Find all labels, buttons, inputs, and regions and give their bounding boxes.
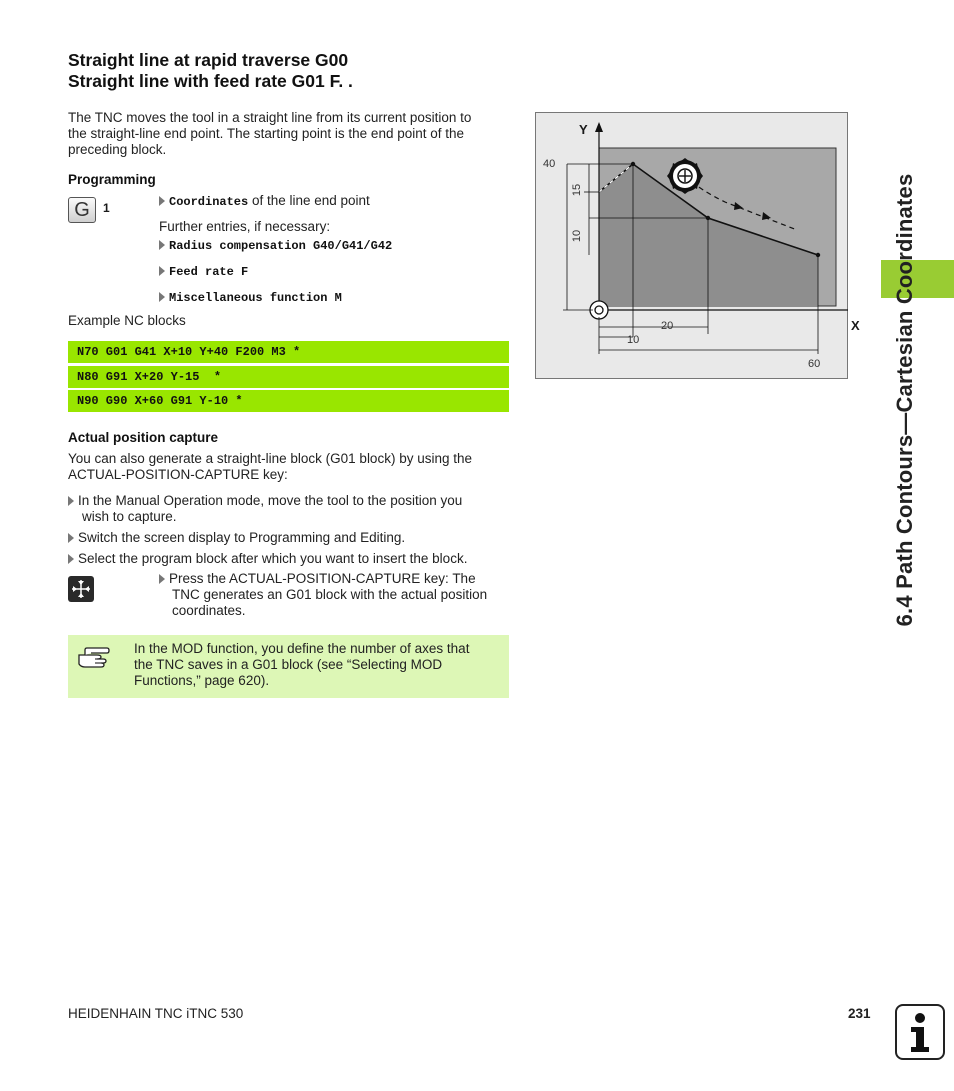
capture-intro (68, 451, 472, 483)
actual-position-capture-key-icon (68, 576, 94, 602)
arrow-icon (68, 496, 74, 506)
step-1-line-2: wish to capture. (82, 509, 177, 524)
step-2-text: Switch the screen display to Programming and Editing. (78, 530, 406, 545)
intro-line-1: The TNC moves the tool in a straight line from its current position to (68, 110, 472, 125)
nc-block-1-text: N70 G01 G41 X+10 Y+40 F200 M3 * (77, 345, 301, 359)
dim-label-60: 60 (808, 358, 821, 370)
radius-comp-code: Radius compensation G40/G41/G42 (169, 239, 393, 253)
nc-block-3 (68, 390, 509, 412)
key-line-2: TNC generates an G01 block with the actual position (172, 587, 488, 602)
g-key-digit: 1 (103, 201, 110, 215)
arrow-icon (159, 240, 165, 250)
x-axis-label: X (851, 318, 860, 333)
intro-paragraph (68, 110, 513, 158)
coordinates-code: Coordinates (169, 195, 249, 209)
step-3-text: Select the program block after which you want to insert the block. (78, 551, 468, 566)
dim-label-15: 15 (571, 183, 584, 197)
side-chapter-title (875, 120, 935, 680)
heading-line-2: Straight line with feed rate G01 F. . (68, 71, 353, 91)
y-axis-label: Y (579, 122, 588, 137)
capture-heading: Actual position capture (68, 430, 219, 445)
dim-label-10-horizontal: 10 (627, 334, 640, 346)
arrow-icon (159, 292, 165, 302)
key-line-3: coordinates. (172, 603, 246, 618)
dim-label-20: 20 (661, 320, 674, 332)
programming-heading: Programming (68, 172, 156, 187)
coordinates-text: of the line end point (248, 193, 370, 208)
arrow-icon (159, 266, 165, 276)
heading-line-1: Straight line at rapid traverse G00 (68, 50, 349, 70)
nc-block-2 (68, 366, 509, 388)
arrow-icon (159, 196, 165, 206)
arrow-icon (68, 533, 74, 543)
note-line-2: the TNC saves in a G01 block (see “Selecting MOD (134, 657, 443, 672)
capture-step-1 (68, 493, 462, 525)
step-1-line-1: In the Manual Operation mode, move the tool to the position you (78, 493, 463, 508)
intro-line-2: the straight-line end point. The starting point is the end point of the (68, 126, 465, 141)
note-box (68, 635, 509, 698)
misc-function-entry (159, 288, 342, 306)
note-text (134, 641, 469, 689)
example-label: Example NC blocks (68, 313, 186, 328)
side-chapter-title-text: 6.4 Path Contours—Cartesian Coordinates (892, 173, 917, 627)
arrow-icon (68, 554, 74, 564)
dim-label-10-vertical: 10 (571, 229, 584, 243)
capture-step-3 (68, 551, 467, 567)
radius-comp-entry (159, 236, 392, 254)
capture-step-2 (68, 530, 405, 546)
capture-intro-line-2: ACTUAL-POSITION-CAPTURE key: (68, 467, 288, 482)
path-diagram (535, 112, 860, 385)
g-key-icon: G (68, 197, 96, 223)
note-line-1: In the MOD function, you define the number of axes that (134, 641, 470, 656)
dim-label-40: 40 (543, 158, 556, 170)
misc-function-code: Miscellaneous function M (169, 291, 342, 305)
nc-block-3-text: N90 G90 X+60 G91 Y-10 * (77, 394, 243, 408)
intro-line-3: preceding block. (68, 142, 167, 157)
section-heading (68, 50, 353, 92)
footer-product: HEIDENHAIN TNC iTNC 530 (68, 1006, 244, 1021)
info-icon (895, 1004, 945, 1060)
key-line-1: Press the ACTUAL-POSITION-CAPTURE key: The (169, 571, 476, 586)
feed-rate-code: Feed rate F (169, 265, 249, 279)
feed-rate-entry (159, 262, 248, 280)
further-entries-label: Further entries, if necessary: (159, 219, 331, 234)
capture-intro-line-1: You can also generate a straight-line block (G01 block) by using the (68, 451, 472, 466)
page-number: 231 (848, 1006, 871, 1021)
nc-block-1 (68, 341, 509, 363)
nc-block-2-text: N80 G91 X+20 Y-15 * (77, 370, 222, 384)
arrow-icon (159, 574, 165, 584)
coordinates-entry (159, 193, 370, 210)
capture-key-text (159, 571, 487, 619)
pointing-hand-icon (77, 647, 111, 674)
note-line-3: Functions,” page 620). (134, 673, 270, 688)
